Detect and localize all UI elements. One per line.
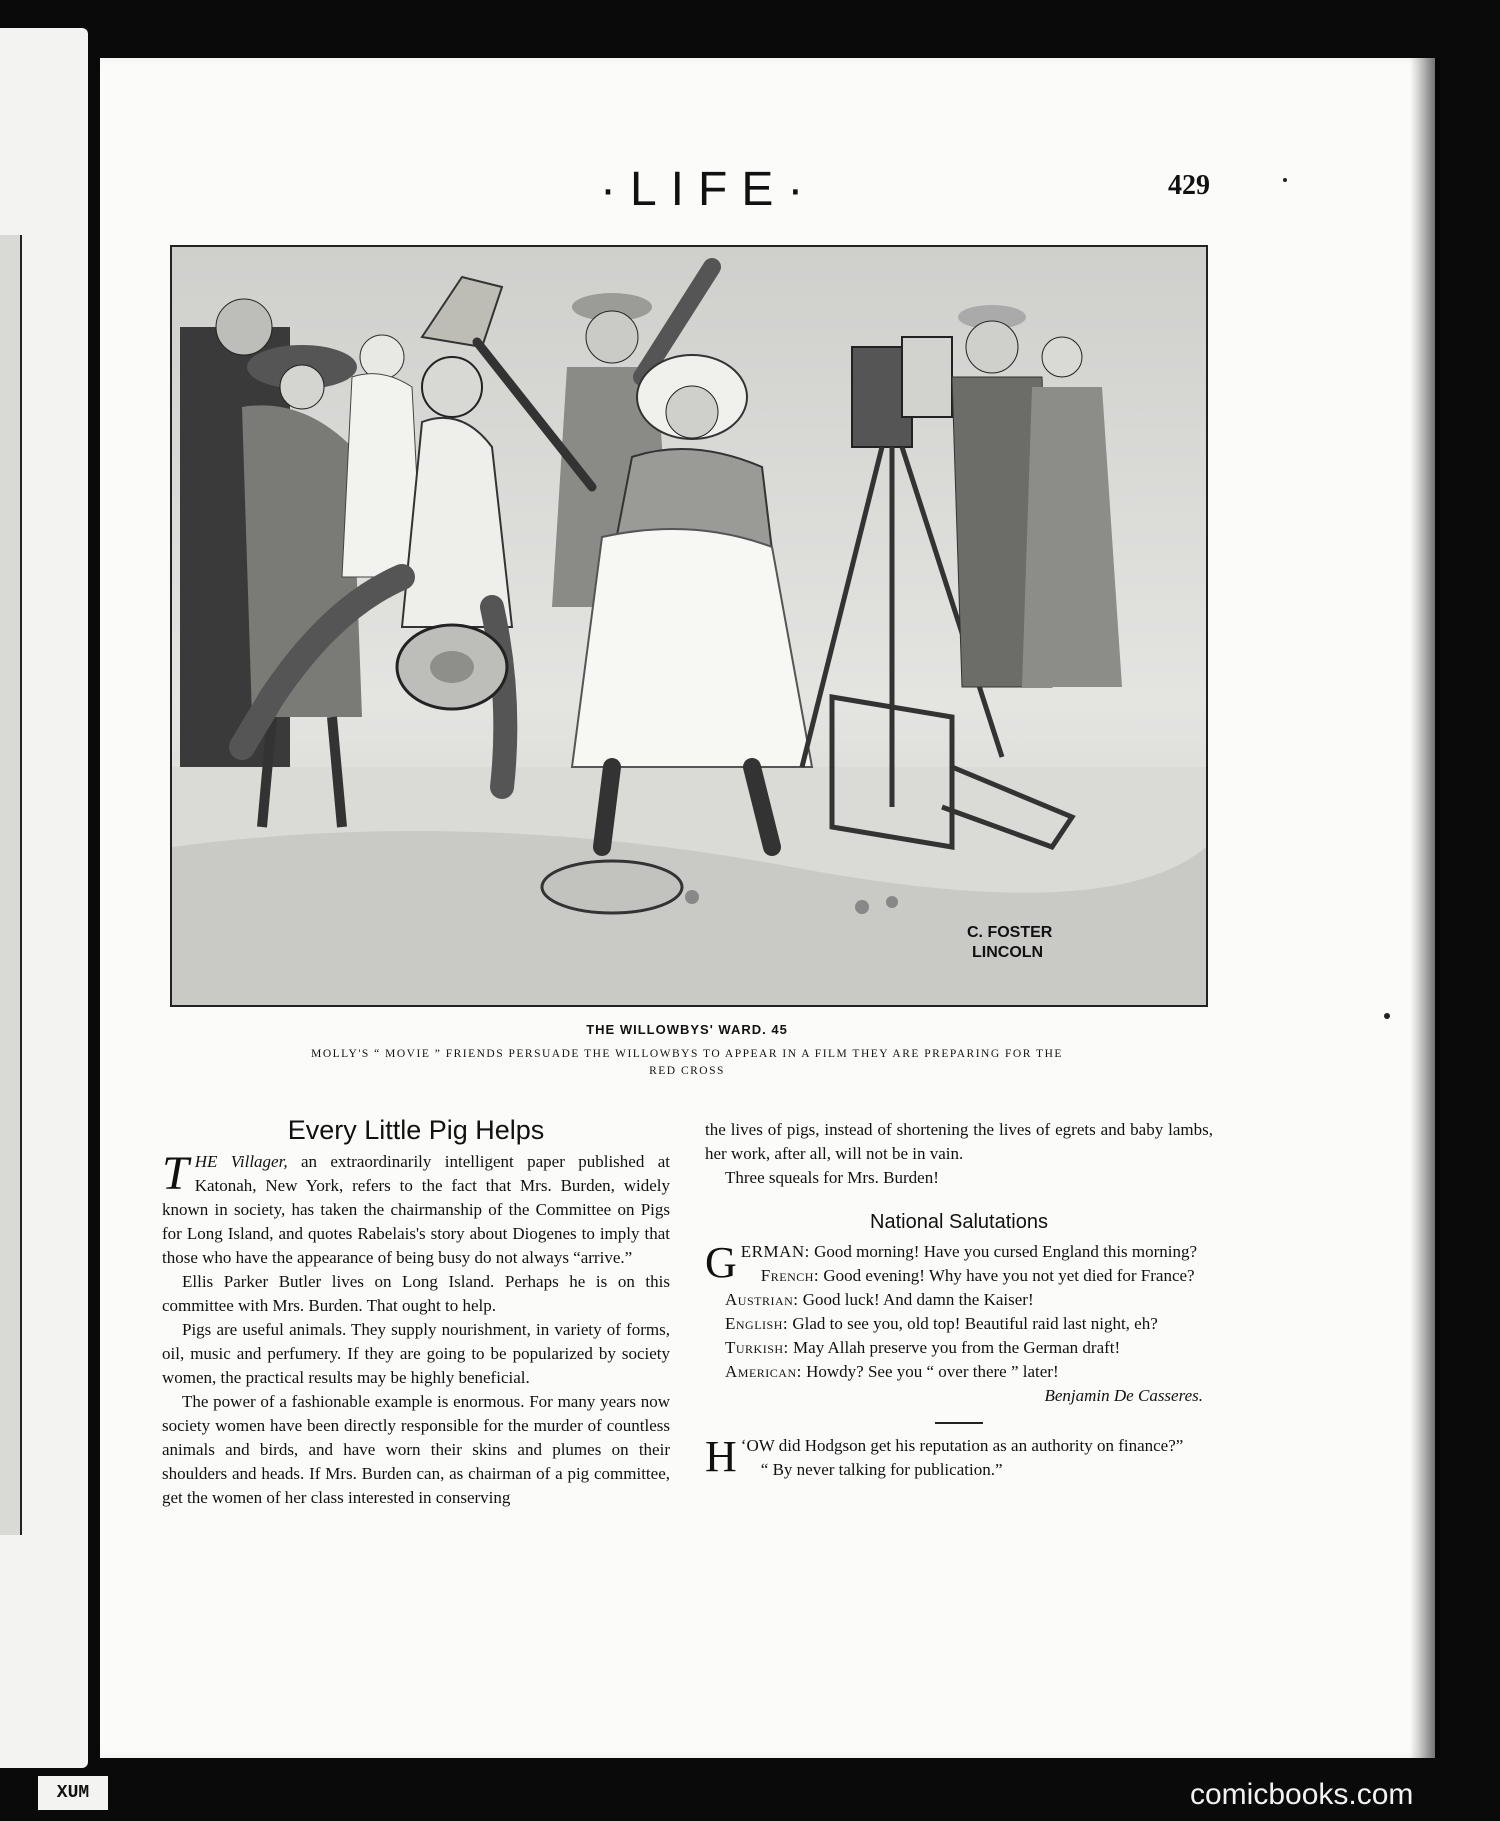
illustration-caption-title: THE WILLOWBYS' WARD. 45 <box>586 1022 788 1037</box>
text-american: Howdy? See you “ over there ” later! <box>801 1362 1059 1381</box>
right-column <box>705 1118 1213 1482</box>
section-divider <box>935 1422 983 1424</box>
watermark: comicbooks.com <box>1190 1778 1414 1811</box>
label-turkish: Turkish: <box>725 1338 789 1357</box>
illustration-drawing <box>172 247 1206 1005</box>
salutation-austrian <box>705 1288 1213 1312</box>
masthead-title: ·LIFE· <box>600 163 818 216</box>
salutation-english <box>705 1312 1213 1336</box>
left-column <box>162 1115 670 1510</box>
cartoon-illustration <box>170 245 1208 1007</box>
article-paragraph-2: Ellis Parker Butler lives on Long Island. Perhaps he is on this committee with Mrs. Burden. That ought to help. <box>162 1272 670 1315</box>
text-turkish: May Allah preserve you from the German draft! <box>788 1338 1121 1357</box>
illustration-caption-subtitle: MOLLY'S “ MOVIE ” FRIENDS PERSUADE THE WILLOWBYS TO APPEAR IN A FILM THEY ARE PREPARING FOR THE RED CROSS <box>311 1048 1063 1077</box>
salutation-turkish <box>705 1336 1213 1360</box>
hodgson-question-text: OW did Hodgson get his reputation as an authority on finance?” <box>746 1436 1184 1455</box>
page-binding-shadow <box>1410 58 1440 1758</box>
artist-signature-line1: C. FOSTER <box>967 924 1053 941</box>
text-english: Glad to see you, old top! Beautiful raid last night, eh? <box>788 1314 1158 1333</box>
paragraph-1-text: an extraordinarily intelligent paper published at Katonah, New York, refers to the fact that Mrs. Burden, widely known in society, has taken the chairmanship of the Committee on Pigs for Long Island, and quotes Rabelais's story about Diogenes to imply that those who have the appearance of being busy do not always “arrive.” <box>162 1152 670 1267</box>
hodgson-answer: “ By never talking for publication.” <box>760 1460 1003 1479</box>
label-american: American: <box>725 1362 802 1381</box>
speck <box>1283 178 1287 182</box>
label-french: French: <box>760 1266 820 1285</box>
text-german: Good morning! Have you cursed England this morning? <box>809 1242 1198 1261</box>
villager-italic: HE Villager, <box>194 1152 288 1171</box>
dropcap-h: H <box>705 1432 737 1481</box>
overturned-pot <box>542 861 682 913</box>
open-quote: ‘ <box>740 1436 747 1455</box>
article-paragraph-6: Three squeals for Mrs. Burden! <box>725 1168 939 1187</box>
label-austrian: Austrian: <box>725 1290 799 1309</box>
article-headline-salutations: National Salutations <box>870 1211 1048 1233</box>
article-paragraph-1 <box>162 1147 670 1270</box>
article-paragraph-3: Pigs are useful animals. They supply nourishment, in variety of forms, oil, music and perfumery. If they are going to be popularized by society women, the practical results may be highly beneficial. <box>162 1320 670 1387</box>
article-paragraph-5: the lives of pigs, instead of shortening the lives of egrets and baby lambs, her work, after all, will not be in vain. <box>705 1120 1213 1163</box>
artist-signature-line2: LINCOLN <box>972 944 1044 961</box>
speck <box>1384 1013 1390 1019</box>
label-german: ERMAN: <box>740 1242 810 1261</box>
author-signature: Benjamin De Casseres. <box>1044 1386 1203 1405</box>
article-paragraph-4: The power of a fashionable example is enormous. For many years now society women have been directly responsible for the murder of countless animals and birds, and have worn their skins and plumes on their shoulders and heads. If Mrs. Burden can, as chairman of a pig committee, get the women of her class interested in conserving <box>162 1392 670 1507</box>
scan-tag: XUM <box>38 1776 108 1810</box>
dropcap-t: T <box>162 1147 189 1200</box>
text-french: Good evening! Why have you not yet died for France? <box>819 1266 1195 1285</box>
left-page-gutter <box>0 235 22 1535</box>
page-number: 429 <box>1168 170 1210 201</box>
article-headline-pig: Every Little Pig Helps <box>287 1115 545 1145</box>
label-english: English: <box>725 1314 789 1333</box>
salutation-french <box>705 1264 1213 1288</box>
dropcap-g: G <box>705 1238 737 1287</box>
text-austrian: Good luck! And damn the Kaiser! <box>798 1290 1034 1309</box>
salutation-american <box>705 1360 1213 1384</box>
